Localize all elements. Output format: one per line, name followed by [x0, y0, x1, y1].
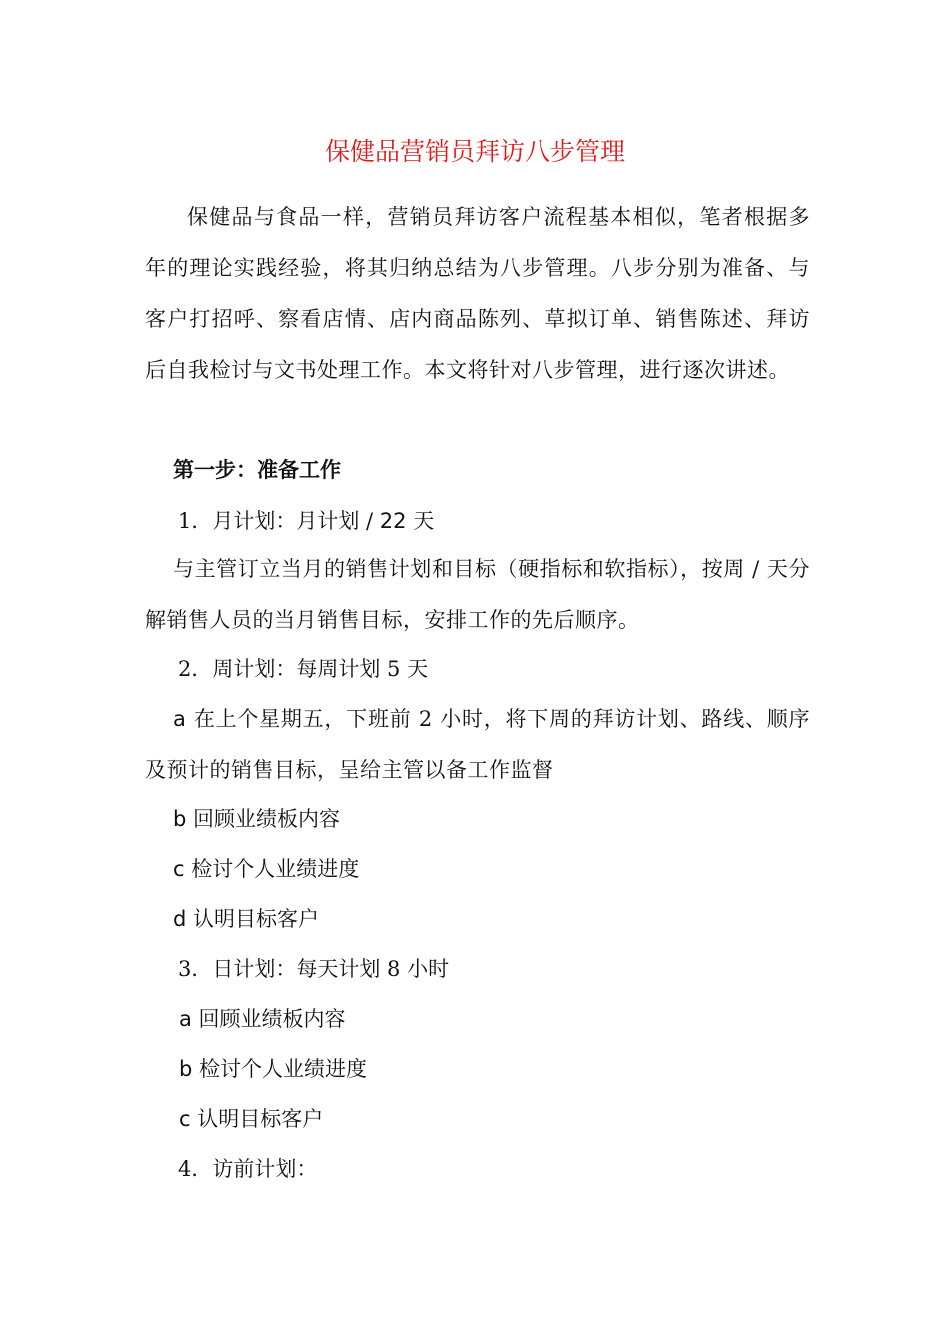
pre-visit-plan-heading: 4．访前计划： — [178, 1157, 318, 1181]
daily-item-b-letter: b — [179, 1057, 193, 1081]
daily-item-a-letter: a — [179, 1007, 192, 1031]
document-title: 保健品营销员拜访八步管理 — [324, 137, 625, 166]
weekly-item-a — [145, 694, 810, 796]
daily-item-a — [179, 1001, 346, 1037]
daily-item-b-text: 检讨个人业绩进度 — [192, 1057, 368, 1081]
monthly-plan-suffix: 天 — [406, 509, 435, 533]
weekly-item-c — [173, 851, 359, 887]
daily-item-c-text: 认明目标客户 — [190, 1107, 324, 1131]
daily-item-a-text: 回顾业绩板内容 — [191, 1007, 346, 1031]
daily-plan-heading: 3．日计划：每天计划 8 小时 — [178, 957, 450, 981]
weekly-item-b-letter: b — [173, 807, 187, 831]
weekly-item-c-text: 检讨个人业绩进度 — [184, 857, 360, 881]
weekly-item-b — [173, 801, 340, 837]
monthly-plan-description: 与主管订立当月的销售计划和目标（硬指标和软指标），按周 / 天分解销售人员的当月销售目标，安排工作的先后顺序。 — [145, 557, 810, 632]
daily-item-b — [179, 1051, 367, 1087]
monthly-plan-number: 22 — [379, 509, 407, 533]
weekly-item-d — [173, 901, 319, 937]
intro-paragraph: 保健品与食品一样，营销员拜访客户流程基本相似，笔者根据多年的理论实践经验，将其归纳总结为八步管理。八步分别为准备、与客户打招呼、察看店情、店内商品陈列、草拟订单、销售陈述、拜访后自我检讨与文书处理工作。本文将针对八步管理，进行逐次讲述。 — [145, 205, 810, 382]
step1-heading: 第一步：准备工作 — [173, 457, 341, 482]
weekly-item-a-text: 在上个星期五，下班前 2 小时，将下周的拜访计划、路线、顺序及预计的销售目标，呈给主管以备工作监督 — [145, 707, 810, 782]
monthly-plan-heading — [178, 503, 434, 539]
weekly-item-a-letter: a — [173, 707, 187, 731]
weekly-item-c-letter: c — [173, 857, 185, 881]
daily-item-c-letter: c — [179, 1107, 191, 1131]
weekly-plan-heading: 2．周计划：每周计划 5 天 — [178, 657, 429, 681]
weekly-item-d-letter: d — [173, 907, 187, 931]
daily-item-c — [179, 1101, 323, 1137]
weekly-item-d-text: 认明目标客户 — [186, 907, 320, 931]
weekly-item-b-text: 回顾业绩板内容 — [186, 807, 341, 831]
monthly-plan-label: 1．月计划：月计划 / — [178, 509, 380, 533]
